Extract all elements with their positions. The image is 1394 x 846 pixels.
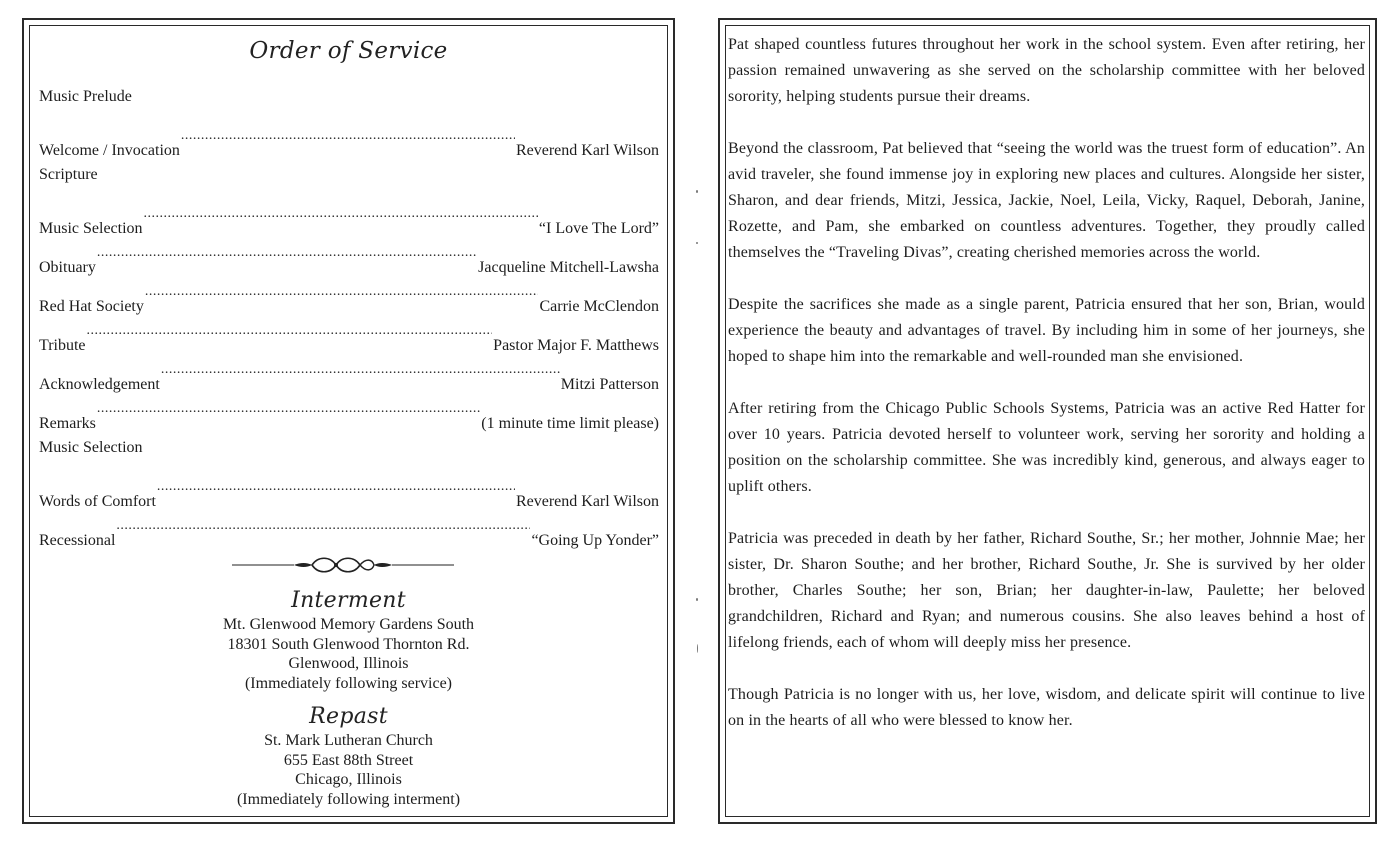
interment-heading: Interment	[291, 588, 406, 613]
interment-line: Glenwood, Illinois	[288, 655, 409, 672]
program-participant: Carrie McClendon	[539, 298, 659, 315]
program-item: Music Selection	[39, 220, 143, 237]
program-list	[39, 77, 659, 549]
paper-speck	[696, 190, 698, 193]
program-row	[39, 77, 659, 116]
repast-section	[24, 703, 673, 809]
program-participant: “Going Up Yonder”	[531, 532, 659, 549]
program-item: Obituary	[39, 259, 96, 276]
program-item: Acknowledgement	[39, 376, 160, 393]
dot-leader	[157, 467, 515, 506]
dot-leader	[144, 194, 538, 233]
interment-line: (Immediately following service)	[244, 674, 453, 692]
repast-heading: Repast	[309, 704, 388, 729]
interment-line: 18301 South Glenwood Thornton Rd.	[227, 635, 470, 653]
repast-line: 655 East 88th Street	[283, 751, 414, 769]
program-item: Music Selection	[39, 439, 143, 456]
order-of-service-title: Order of Service	[249, 38, 448, 64]
program-participant: Mitzi Patterson	[560, 376, 659, 393]
dot-leader	[87, 311, 493, 350]
obituary-paragraph: Patricia was preceded in death by her father, Richard Southe, Sr.; her mother, Johnnie Mae; her sister, Dr. Sharon Southe; and her brother, Richard Southe, Jr. She is survived by her older brother, Charles Southe; her son, Brian; her daughter-in-law, Paulette; her beloved grandchildren, Richard and Ryan; and numerous cousins. She also leaves behind a host of lifelong friends, each of whom will deeply miss her presence.	[728, 530, 1365, 651]
program-item: Tribute	[39, 337, 86, 354]
program-item: Scripture	[39, 166, 98, 183]
flourish-divider-icon	[232, 553, 454, 577]
obituary-paragraph: Pat shaped countless futures throughout her work in the school system. Even after retiring, her passion remained unwavering as she served on the scholarship committee with her beloved sorority, helping students pursue their dreams.	[728, 36, 1365, 105]
interment-section	[24, 587, 673, 693]
program-item: Welcome / Invocation	[39, 142, 180, 159]
obituary-panel	[718, 18, 1377, 824]
obituary-paragraph: After retiring from the Chicago Public Schools Systems, Patricia was an active Red Hatter for over 10 years. Patricia devoted herself to volunteer work, serving her sorority and holding a position on the scholarship committee. She was incredibly kind, generous, and always eager to uplift others.	[728, 400, 1365, 495]
paper-speck	[696, 598, 698, 601]
program-participant: Reverend Karl Wilson	[515, 493, 659, 510]
repast-line: (Immediately following interment)	[236, 790, 461, 808]
program-participant: “I Love The Lord”	[538, 220, 659, 237]
paper-speck	[696, 242, 698, 244]
repast-line: Chicago, Illinois	[295, 771, 402, 788]
order-of-service-panel	[22, 18, 675, 824]
dot-leader	[116, 506, 530, 545]
program-item: Music Prelude	[39, 88, 132, 105]
dot-leader	[145, 272, 539, 311]
program-participant: (1 minute time limit please)	[481, 415, 659, 432]
obituary-paragraph: Though Patricia is no longer with us, her love, wisdom, and delicate spirit will continue to live on in the hearts of all who were blessed to know her.	[728, 686, 1365, 729]
program-participant: Pastor Major F. Matthews	[493, 337, 659, 354]
dot-leader	[97, 233, 477, 272]
obituary-paragraph: Beyond the classroom, Pat believed that “seeing the world was the truest form of education”. An avid traveler, she found immense joy in exploring new places and cultures. Alongside her sister, Sharon, and dear friends, Mitzi, Jessica, Jackie, Noel, Leila, Vicky, Raquel, Deborah, Janine, Rozette, and Pam, she embarked on countless adventures. Together, they proudly called themselves the “Traveling Divas”, creating cherished memories across the world.	[728, 140, 1365, 261]
dot-leader	[97, 389, 480, 428]
program-item: Red Hat Society	[39, 298, 144, 315]
obituary-text	[728, 32, 1365, 734]
dot-leader	[181, 116, 515, 155]
program-item: Words of Comfort	[39, 493, 156, 510]
program-row	[39, 116, 659, 159]
dot-leader	[161, 350, 560, 389]
interment-line: Mt. Glenwood Memory Gardens South	[222, 616, 475, 633]
program-item: Recessional	[39, 532, 116, 549]
obituary-paragraph: Despite the sacrifices she made as a single parent, Patricia ensured that her son, Brian, would experience the beauty and advantages of travel. By including him in some of her journeys, she hoped to shape him into the remarkable and well-rounded man she envisioned.	[728, 296, 1365, 365]
paper-speck	[697, 644, 698, 653]
program-participant: Reverend Karl Wilson	[515, 142, 659, 159]
program-row	[39, 194, 659, 237]
program-item: Remarks	[39, 415, 96, 432]
repast-line: St. Mark Lutheran Church	[264, 732, 433, 749]
program-row	[39, 467, 659, 510]
program-participant: Jacqueline Mitchell-Lawsha	[478, 259, 659, 276]
